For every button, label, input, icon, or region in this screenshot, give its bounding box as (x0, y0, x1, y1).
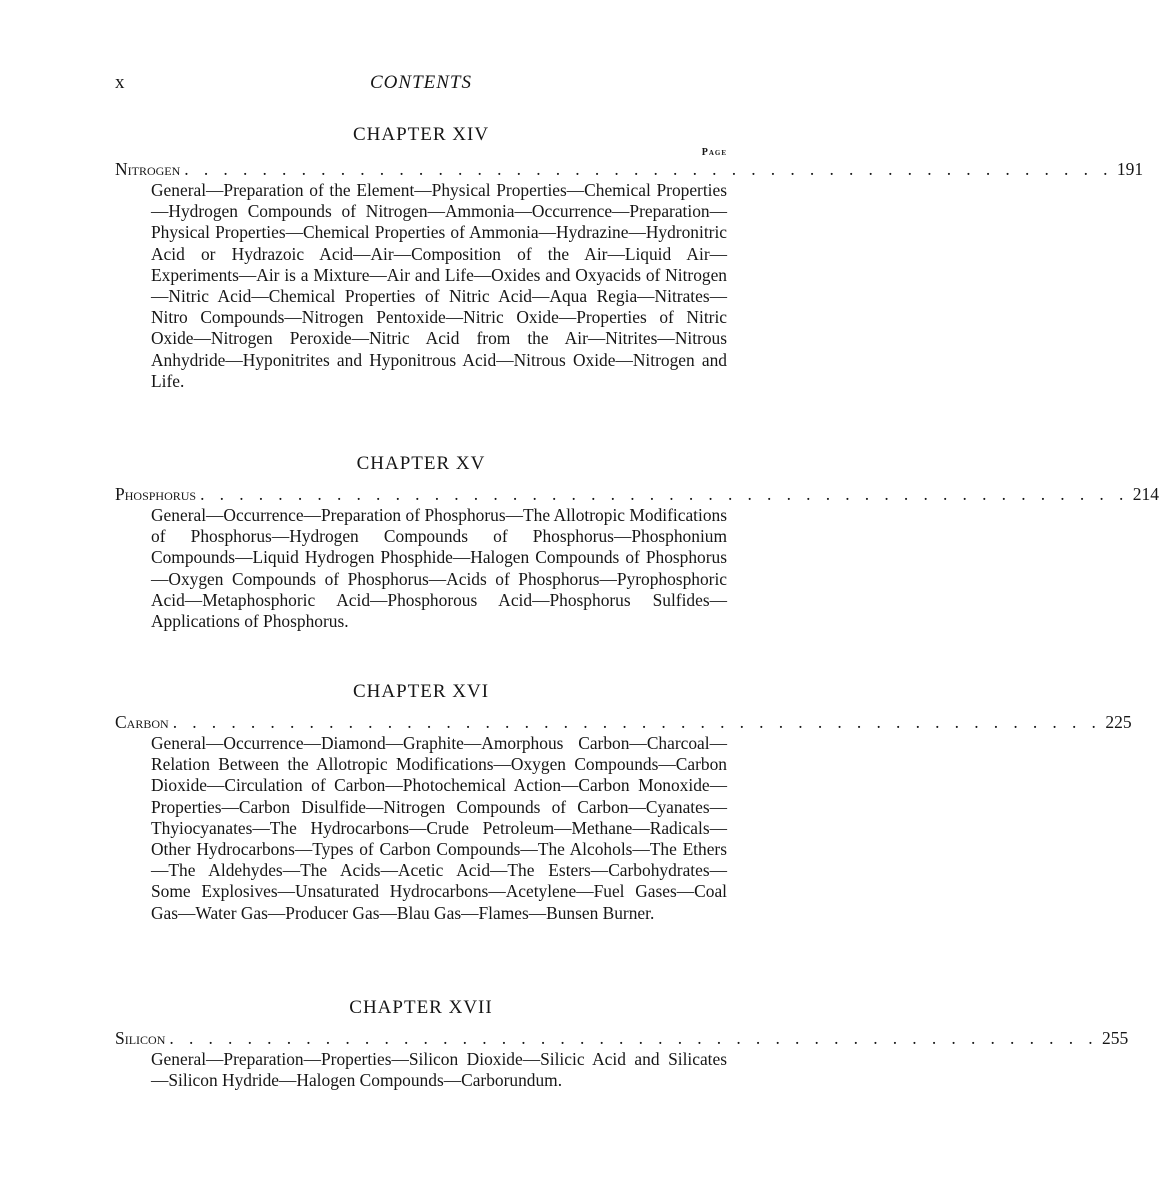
chapter-xvii (115, 996, 1129, 1091)
chapter-subject: Carbon (115, 712, 169, 732)
chapter-page-number: 225 (1105, 712, 1132, 732)
chapter-title: CHAPTER XVII (349, 997, 493, 1018)
chapter-xiv (115, 123, 1144, 392)
dot-leader: . . . . . . . . . . . . . . . . . . . . . . . . . . . . . . . . . . . . . . . . . . . . . . . . (184, 159, 1113, 179)
dot-leader: . . . . . . . . . . . . . . . . . . . . . . . . . . . . . . . . . . . . . . . . . . . . . . . . (200, 484, 1129, 504)
running-title: CONTENTS (370, 72, 472, 93)
chapter-subject: Silicon (115, 1028, 166, 1048)
chapter-page-number: 255 (1102, 1028, 1129, 1048)
dot-leader: . . . . . . . . . . . . . . . . . . . . . . . . . . . . . . . . . . . . . . . . . . . . . . . . (169, 1028, 1099, 1048)
chapter-xvi (115, 680, 1132, 924)
chapter-title: CHAPTER XV (356, 453, 486, 474)
chapter-subject: Nitrogen (115, 159, 181, 179)
chapter-description: General—Preparation—Properties—Silicon Dioxide—Silicic Acid and Silicates—Silicon Hydride—Halogen Compounds—Carborundum. (151, 1049, 727, 1091)
chapter-xv (115, 452, 1159, 632)
toc-entry[interactable] (115, 484, 1159, 505)
chapter-description: General—Occurrence—Diamond—Graphite—Amorphous Carbon—Charcoal—Relation Between the Allotropic Modifications—Oxygen Compounds—Carbon Dioxide—Circulation of Carbon—Photochemical Action—Carbon Monoxide—Properties—Carbon Disulfide—Nitrogen Compounds of Carbon—Cyanates—Thyiocyanates—The Hydrocarbons—Crude Petroleum—Methane—Radicals—Other Hydrocarbons—Types of Carbon Compounds—The Alcohols—The Ethers—The Aldehydes—The Acids—Acetic Acid—The Esters—Carbohydrates—Some Explosives—Unsaturated Hydrocarbons—Acetylene—Fuel Gases—Coal Gas—Water Gas—Producer Gas—Blau Gas—Flames—Bunsen Burner. (151, 733, 727, 923)
chapter-title: CHAPTER XIV (352, 124, 490, 145)
chapter-page-number: 214 (1132, 484, 1159, 504)
chapter-description: General—Preparation of the Element—Physical Properties—Chemical Properties—Hydrogen Compounds of Nitrogen—Ammonia—Occurrence—Preparation—Physical Properties—Chemical Properties of Ammonia—Hydrazine—Hydronitric Acid or Hydrazoic Acid—Air—Composition of the Air—Liquid Air—Experiments—Air is a Mixture—Air and Life—Oxides and Oxyacids of Nitrogen—Nitric Acid—Chemical Properties of Nitric Acid—Aqua Regia—Nitrates—Nitro Compounds—Nitrogen Pentoxide—Nitric Oxide—Properties of Nitric Oxide—Nitrogen Peroxide—Nitric Acid from the Air—Nitrites—Nitrous Anhydride—Hyponitrites and Hyponitrous Acid—Nitrous Oxide—Nitrogen and Life. (151, 180, 727, 391)
page-column-label: Page (701, 147, 727, 158)
chapter-page-number: 191 (1116, 159, 1144, 179)
chapter-title: CHAPTER XVI (352, 681, 490, 702)
dot-leader: . . . . . . . . . . . . . . . . . . . . . . . . . . . . . . . . . . . . . . . . . . . . . . . . (172, 712, 1102, 732)
page-number: x (115, 72, 125, 93)
chapter-description: General—Occurrence—Preparation of Phosphorus—The Allotropic Modifications of Phosphorus—Hydrogen Compounds of Phosphorus—Phosphonium Compounds—Liquid Hydrogen Phosphide—Halogen Compounds of Phosphorus—Oxygen Compounds of Phosphorus—Acids of Phosphorus—Pyrophosphoric Acid—Metaphosphoric Acid—Phosphorous Acid—Phosphorus Sulfides—Applications of Phosphorus. (151, 505, 727, 632)
toc-entry[interactable] (115, 159, 1144, 180)
running-header (115, 72, 727, 98)
toc-entry[interactable] (115, 712, 1132, 733)
toc-entry[interactable] (115, 1028, 1129, 1049)
chapter-subject: Phosphorus (115, 484, 197, 504)
